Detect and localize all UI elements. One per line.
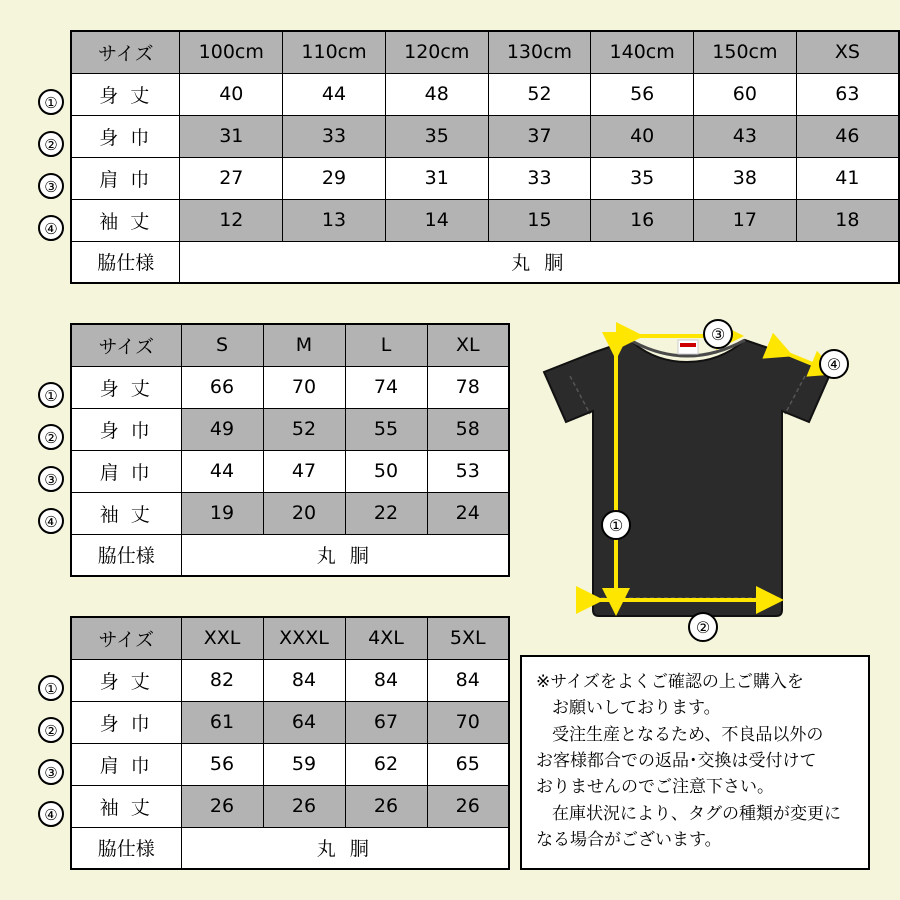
cell-value: 52 (263, 408, 345, 450)
cell-value: 84 (263, 659, 345, 701)
cell-value: 20 (263, 492, 345, 534)
note-line: 在庫状況により、タグの種類が変更に (552, 803, 841, 824)
row-label: 身 巾 (71, 115, 180, 157)
cell-value: 43 (694, 115, 797, 157)
note-line: なる場合がございます。 (536, 830, 722, 851)
spec-value: 丸 胴 (180, 241, 899, 283)
marker-body-width: ② (38, 131, 64, 157)
tshirt-measurement-figure (520, 310, 880, 650)
cell-value: 84 (427, 659, 509, 701)
cell-value: 74 (345, 366, 427, 408)
cell-value: 40 (591, 115, 694, 157)
header-cell: 100cm (180, 31, 283, 73)
table-row (71, 450, 509, 492)
marker-body-length: ① (38, 89, 64, 115)
table-row (71, 492, 509, 534)
table-row (71, 701, 509, 743)
cell-value: 17 (694, 199, 797, 241)
cell-value: 15 (488, 199, 591, 241)
cell-value: 29 (283, 157, 386, 199)
note-line: ※サイズをよくご確認の上ご購入を (536, 672, 804, 692)
adult-size-table-wrapper (30, 323, 510, 577)
header-cell: 5XL (427, 617, 509, 659)
cell-value: 64 (263, 701, 345, 743)
note-line: お願いしております。 (552, 698, 721, 719)
marker-sleeve-length: ④ (38, 801, 64, 827)
neck-tag-logo (680, 343, 696, 347)
figure-marker-body-width: ② (688, 612, 718, 642)
table-row (71, 366, 509, 408)
table-row (71, 408, 509, 450)
figure-marker-sleeve-length: ④ (819, 349, 849, 379)
cell-value: 70 (427, 701, 509, 743)
header-cell: サイズ (71, 324, 181, 366)
marker-body-width: ② (38, 424, 64, 450)
marker-body-length: ① (38, 382, 64, 408)
cell-value: 78 (427, 366, 509, 408)
header-cell: XS (796, 31, 899, 73)
table-header-row (71, 324, 509, 366)
table-row (71, 743, 509, 785)
cell-value: 61 (181, 701, 263, 743)
table-header-row (71, 617, 509, 659)
cell-value: 56 (591, 73, 694, 115)
cell-value: 44 (283, 73, 386, 115)
header-cell: 150cm (694, 31, 797, 73)
cell-value: 26 (181, 785, 263, 827)
header-cell: 120cm (385, 31, 488, 73)
cell-value: 26 (427, 785, 509, 827)
cell-value: 19 (181, 492, 263, 534)
header-cell: XXL (181, 617, 263, 659)
cell-value: 46 (796, 115, 899, 157)
purchase-note-box (520, 655, 870, 870)
cell-value: 59 (263, 743, 345, 785)
cell-value: 33 (283, 115, 386, 157)
note-line: 受注生産となるため、不良品以外の (552, 724, 824, 745)
marker-body-length: ① (38, 675, 64, 701)
spec-label: 脇仕様 (71, 534, 181, 576)
big-size-table (70, 616, 510, 870)
marker-sleeve-length: ④ (38, 508, 64, 534)
cell-value: 18 (796, 199, 899, 241)
table-row (71, 73, 899, 115)
header-cell: 4XL (345, 617, 427, 659)
cell-value: 70 (263, 366, 345, 408)
table-row (71, 785, 509, 827)
table-row (71, 199, 899, 241)
row-label: 肩 巾 (71, 743, 181, 785)
cell-value: 63 (796, 73, 899, 115)
spec-label: 脇仕様 (71, 241, 180, 283)
table-spec-row (71, 827, 509, 869)
adult-size-table (70, 323, 510, 577)
cell-value: 50 (345, 450, 427, 492)
cell-value: 58 (427, 408, 509, 450)
cell-value: 38 (694, 157, 797, 199)
cell-value: 31 (180, 115, 283, 157)
row-label: 肩 巾 (71, 450, 181, 492)
row-label: 袖 丈 (71, 492, 181, 534)
cell-value: 48 (385, 73, 488, 115)
table-row (71, 115, 899, 157)
kids-size-table-wrapper (30, 30, 900, 284)
kids-size-table (70, 30, 900, 284)
note-line: お客様都合での返品･交換は受付けて (536, 751, 817, 772)
table-row (71, 157, 899, 199)
cell-value: 22 (345, 492, 427, 534)
cell-value: 35 (385, 115, 488, 157)
header-cell: L (345, 324, 427, 366)
cell-value: 82 (181, 659, 263, 701)
table-spec-row (71, 534, 509, 576)
row-label: 肩 巾 (71, 157, 180, 199)
header-cell: サイズ (71, 617, 181, 659)
figure-marker-body-length: ① (601, 510, 631, 540)
cell-value: 65 (427, 743, 509, 785)
cell-value: 26 (345, 785, 427, 827)
header-cell: 130cm (488, 31, 591, 73)
cell-value: 33 (488, 157, 591, 199)
marker-body-width: ② (38, 717, 64, 743)
big-size-table-wrapper (30, 616, 510, 870)
header-cell: XL (427, 324, 509, 366)
marker-sleeve-length: ④ (38, 215, 64, 241)
row-label: 身 巾 (71, 701, 181, 743)
row-label: 身 丈 (71, 73, 180, 115)
header-cell: 140cm (591, 31, 694, 73)
marker-shoulder-width: ③ (38, 173, 64, 199)
header-cell: XXXL (263, 617, 345, 659)
note-line: おりませんのでご注意下さい。 (536, 777, 774, 798)
cell-value: 12 (180, 199, 283, 241)
cell-value: 13 (283, 199, 386, 241)
row-label: 身 巾 (71, 408, 181, 450)
cell-value: 66 (181, 366, 263, 408)
cell-value: 24 (427, 492, 509, 534)
cell-value: 56 (181, 743, 263, 785)
cell-value: 40 (180, 73, 283, 115)
marker-shoulder-width: ③ (38, 466, 64, 492)
spec-value: 丸 胴 (181, 534, 509, 576)
cell-value: 62 (345, 743, 427, 785)
cell-value: 26 (263, 785, 345, 827)
header-cell: M (263, 324, 345, 366)
cell-value: 47 (263, 450, 345, 492)
cell-value: 16 (591, 199, 694, 241)
spec-label: 脇仕様 (71, 827, 181, 869)
table-spec-row (71, 241, 899, 283)
shirt-body (544, 340, 831, 616)
cell-value: 55 (345, 408, 427, 450)
row-label: 袖 丈 (71, 199, 180, 241)
cell-value: 84 (345, 659, 427, 701)
cell-value: 60 (694, 73, 797, 115)
spec-value: 丸 胴 (181, 827, 509, 869)
row-label: 身 丈 (71, 366, 181, 408)
header-cell: サイズ (71, 31, 180, 73)
row-label: 身 丈 (71, 659, 181, 701)
cell-value: 14 (385, 199, 488, 241)
header-cell: 110cm (283, 31, 386, 73)
cell-value: 49 (181, 408, 263, 450)
figure-marker-shoulder-width: ③ (703, 319, 733, 349)
cell-value: 37 (488, 115, 591, 157)
header-cell: S (181, 324, 263, 366)
row-label: 袖 丈 (71, 785, 181, 827)
marker-shoulder-width: ③ (38, 759, 64, 785)
cell-value: 27 (180, 157, 283, 199)
cell-value: 53 (427, 450, 509, 492)
table-header-row (71, 31, 899, 73)
table-row (71, 659, 509, 701)
cell-value: 35 (591, 157, 694, 199)
cell-value: 41 (796, 157, 899, 199)
cell-value: 67 (345, 701, 427, 743)
cell-value: 52 (488, 73, 591, 115)
cell-value: 44 (181, 450, 263, 492)
cell-value: 31 (385, 157, 488, 199)
